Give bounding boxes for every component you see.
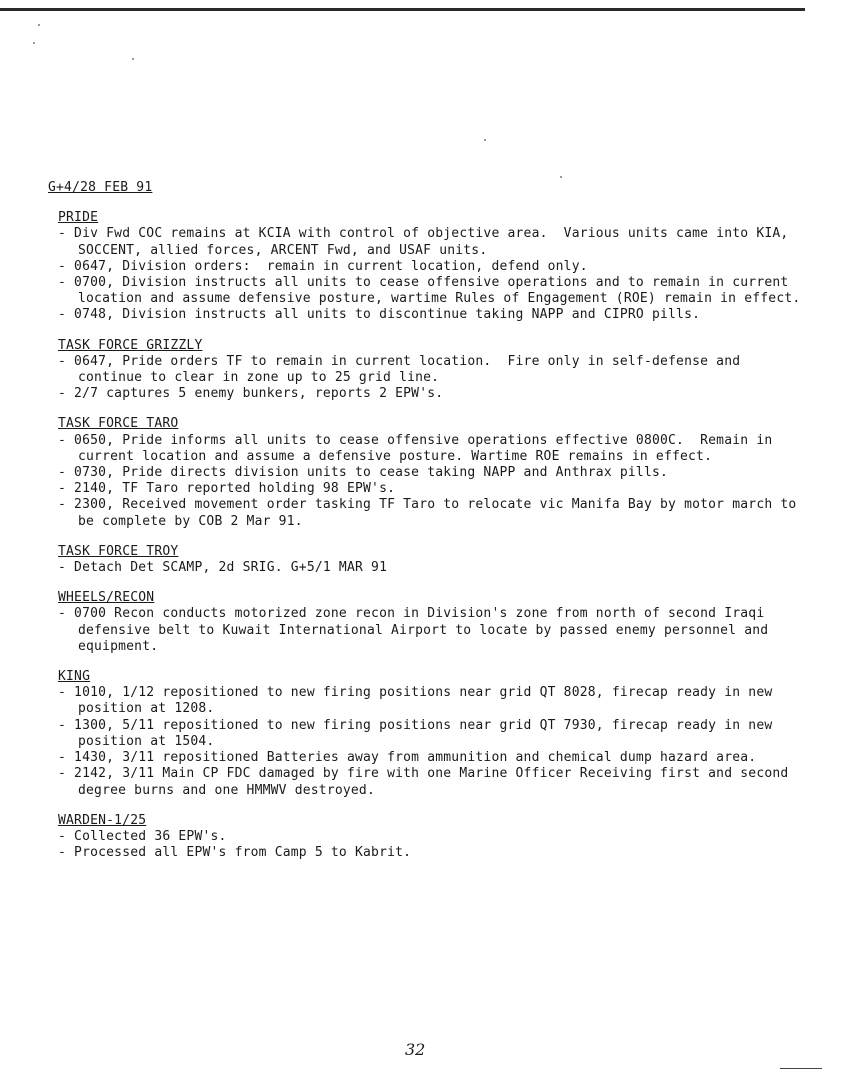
- scan-speck: [38, 24, 40, 26]
- log-entry: - 2140, TF Taro reported holding 98 EPW's.: [58, 481, 396, 497]
- scan-speck: [33, 42, 35, 44]
- log-entry: - 1010, 1/12 repositioned to new firing positions near grid QT 8028, firecap ready in new position at 1208.: [58, 685, 781, 717]
- date-heading: G+4/28 FEB 91: [48, 180, 153, 195]
- log-entry: - 0700 Recon conducts motorized zone recon in Division's zone from north of second Iraqi defensive belt to Kuwait International Airport to locate by passed enemy personnel and equipment.: [58, 606, 777, 654]
- section-title: KING: [58, 669, 91, 685]
- page-number: 32: [405, 1040, 426, 1059]
- section-title: TASK FORCE GRIZZLY: [58, 337, 203, 353]
- log-entry: - 0748, Division instructs all units to discontinue taking NAPP and CIPRO pills.: [58, 307, 701, 323]
- top-border-rule: [0, 8, 805, 11]
- log-entry: - Collected 36 EPW's.: [58, 828, 227, 844]
- log-entry: - 0650, Pride informs all units to cease offensive operations effective 0800C. Remain in current location and assume a defensive posture. Wartime ROE remains in effect.: [58, 432, 781, 464]
- log-entry: - Div Fwd COC remains at KCIA with control of objective area. Various units came into KIA, SOCCENT, allied forces, ARCENT Fwd, and USAF units.: [58, 226, 797, 258]
- section-warden-1-25: [58, 813, 808, 862]
- log-entry: - 0647, Pride orders TF to remain in current location. Fire only in self-defense and continue to clear in zone up to 25 grid line.: [58, 353, 749, 386]
- log-entry: - 2/7 captures 5 enemy bunkers, reports 2 EPW's.: [58, 386, 444, 402]
- log-entry: - Processed all EPW's from Camp 5 to Kabrit.: [58, 845, 412, 861]
- section-title: TASK FORCE TARO: [58, 416, 179, 432]
- section-task-force-troy: [58, 544, 808, 576]
- section-king: [58, 669, 808, 799]
- section-title: WHEELS/RECON: [58, 590, 155, 606]
- sections-container: [48, 210, 808, 861]
- log-entry: - 2142, 3/11 Main CP FDC damaged by fire with one Marine Officer Receiving first and second degree burns and one HMMWV destroyed.: [58, 766, 797, 798]
- bottom-right-mark: [780, 1068, 822, 1069]
- scan-speck: [132, 58, 134, 60]
- section-title: WARDEN-1/25: [58, 812, 147, 828]
- section-task-force-grizzly: [58, 338, 808, 403]
- log-entry: - 0700, Division instructs all units to cease offensive operations and to remain in current location and assume defensive posture, wartime Rules of Engagement (ROE) remain in effect.: [58, 275, 801, 307]
- log-entry: - 1430, 3/11 repositioned Batteries away from ammunition and chemical dump hazard area.: [58, 750, 757, 766]
- log-entry: - 0647, Division orders: remain in current location, defend only.: [58, 258, 588, 274]
- scan-speck: [484, 139, 486, 141]
- log-entry: - 1300, 5/11 repositioned to new firing positions near grid QT 7930, firecap ready in new position at 1504.: [58, 717, 781, 749]
- section-task-force-taro: [58, 416, 808, 529]
- log-entry: - Detach Det SCAMP, 2d SRIG. G+5/1 MAR 91: [58, 560, 388, 576]
- section-title: TASK FORCE TROY: [58, 543, 179, 559]
- document-body: [48, 180, 808, 875]
- section-wheels-recon: [58, 590, 808, 655]
- section-pride: [58, 210, 808, 323]
- scan-speck: [560, 176, 562, 178]
- log-entry: - 0730, Pride directs division units to cease taking NAPP and Anthrax pills.: [58, 465, 669, 481]
- section-title: PRIDE: [58, 210, 99, 226]
- log-entry: - 2300, Received movement order tasking TF Taro to relocate vic Manifa Bay by motor march to be complete by COB 2 Mar 91.: [58, 497, 805, 529]
